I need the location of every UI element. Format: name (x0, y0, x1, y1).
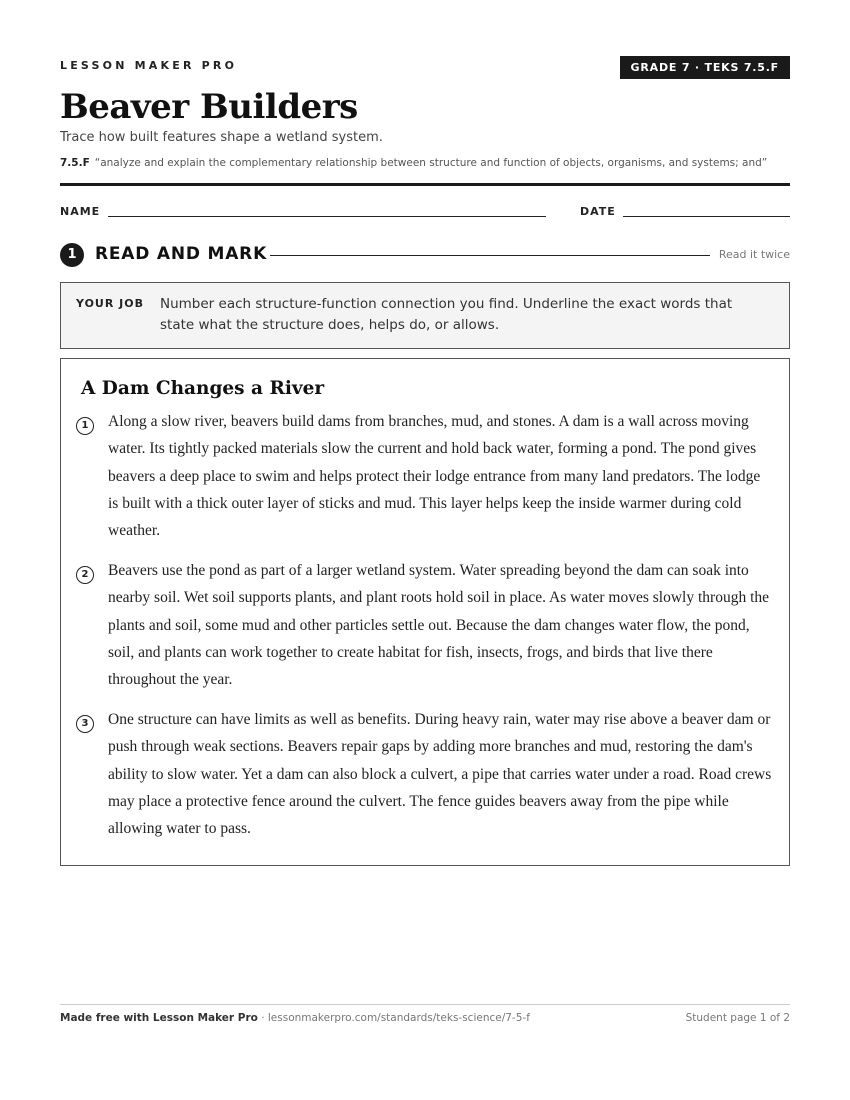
paragraph-number: 3 (76, 715, 94, 733)
reading-passage (60, 358, 790, 866)
standard-code: 7.5.F (60, 157, 90, 169)
page-footer (60, 1012, 790, 1024)
section-title: READ AND MARK (95, 244, 268, 264)
paragraph-text[interactable]: Beavers use the pond as part of a larger wetland system. Water spreading beyond the dam can soak into nearby soil. Wet soil supports plants, and plant roots hold soil in place. As water moves slowly through the plants and soil, some mud and other particles settle out. Because the dam changes water flow, the pond, soil, and plants can work together to create habitat for fish, insects, frogs, and birds that live there throughout the year. (108, 562, 770, 689)
standard-line (60, 157, 790, 169)
page-subtitle: Trace how built features shape a wetland system. (60, 130, 383, 145)
paragraph-number: 1 (76, 417, 94, 435)
footer-made-with: Made free with Lesson Maker Pro (60, 1012, 258, 1024)
student-fields (60, 203, 790, 221)
name-label: NAME (60, 205, 101, 218)
header-divider (60, 183, 790, 186)
footer-page-number: Student page 1 of 2 (685, 1012, 790, 1024)
paragraph-text[interactable]: One structure can have limits as well as benefits. During heavy rain, water may rise above a beaver dam or push through weak sections. Beavers repair gaps by adding more branches and mud, restoring the dam's ability to slow water. Yet a dam can also block a culvert, a pipe that carries water under a road. Road crews may place a protective fence around the culvert. The fence guides beavers away from the pipe while allowing water to pass. (108, 711, 772, 838)
paragraph-text[interactable]: Along a slow river, beavers build dams from branches, mud, and stones. A dam is a wall across moving water. Its tightly packed materials slow the current and hold back water, forming a pond. The pond gives beavers a deep place to swim and helps protect their lodge entrance from many land predators. The lodge is built with a thick outer layer of sticks and mud. This layer helps keep the inside warmer during cold weather. (108, 413, 761, 540)
passage-title: A Dam Changes a River (81, 378, 325, 399)
your-job-text: Number each structure-function connection you find. Underline the exact words that state what the structure does, helps do, or allows. (160, 296, 733, 333)
section-note: Read it twice (718, 248, 790, 261)
standard-text: “analyze and explain the complementary relationship between structure and function of objects, organisms, and systems; and” (94, 157, 768, 169)
section-number-badge: 1 (60, 243, 84, 267)
date-label: DATE (580, 205, 616, 218)
grade-badge: GRADE 7 · TEKS 7.5.F (620, 56, 790, 79)
footer-url[interactable]: · lessonmakerpro.com/standards/teks-science/7-5-f (257, 1012, 530, 1024)
date-field[interactable] (623, 216, 790, 217)
your-job-label: YOUR JOB (76, 297, 144, 310)
section-rule (270, 255, 710, 256)
section-header-read-and-mark (60, 242, 790, 268)
name-field[interactable] (108, 216, 546, 217)
top-bar (60, 56, 790, 80)
footer-divider (60, 1004, 790, 1005)
your-job-box (60, 282, 790, 349)
brand-name: LESSON MAKER PRO (60, 59, 238, 72)
page-title: Beaver Builders (60, 87, 358, 127)
paragraph-number: 2 (76, 566, 94, 584)
